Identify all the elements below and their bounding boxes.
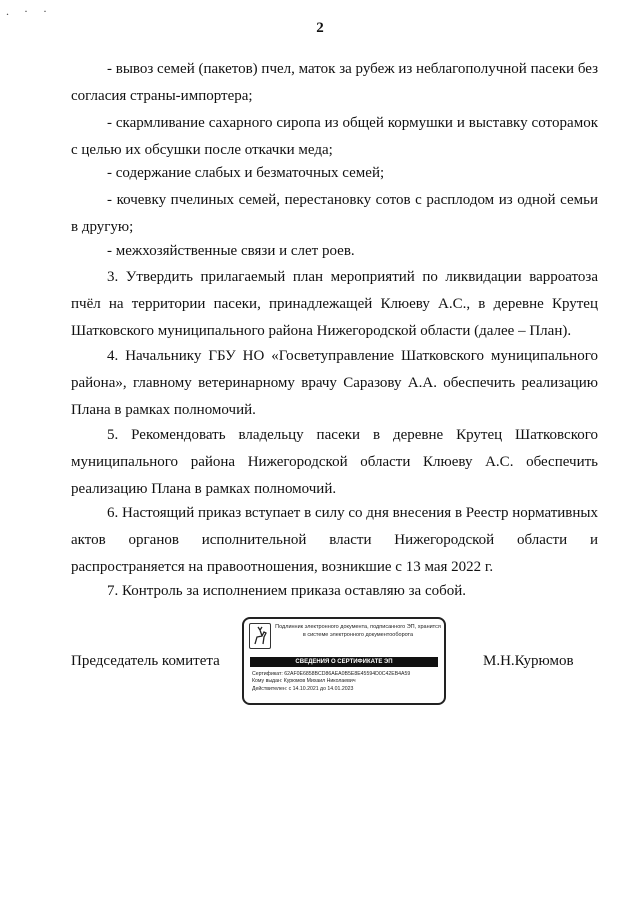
page-number: 2: [316, 20, 324, 36]
paragraph-7: 4. Начальнику ГБУ НО «Госветуправление Шатковского муниципального района», главному ветеринарному врачу Саразову А.А. обеспечить реализацию Плана в рамках полномочий.: [71, 348, 598, 418]
paragraph-9: 6. Настоящий приказ вступает в силу со дня внесения в Реестр нормативных актов органов исполнительной власти Нижегородской области и распространяется на правоотношения, возникшие с 13 мая 2022 г.: [71, 505, 598, 575]
signatory-position: Председатель комитета: [71, 653, 220, 669]
paragraph-3: - содержание слабых и безматочных семей;: [107, 165, 385, 181]
certificate-validity: Действителен: с 14.10.2021 до 14.01.2023: [252, 685, 354, 692]
paragraph-1: - вывоз семей (пакетов) пчел, маток за рубеж из неблагополучной пасеки без согласия страны-импортера;: [71, 61, 599, 104]
stamp-header: СВЕДЕНИЯ О СЕРТИФИКАТЕ ЭП: [250, 657, 438, 667]
paragraph-4: - кочевку пчелиных семей, перестановку сотов с расплодом из одной семьи в другую;: [71, 192, 598, 235]
signatory-name: М.Н.Курюмов: [483, 653, 574, 669]
stamp-note: Подлинник электронного документа, подписанного ЭП, хранится в системе электронного документооборота: [275, 624, 441, 638]
certificate-details: [252, 671, 442, 693]
e-signature-stamp: [242, 617, 446, 705]
certificate-number: Сертификат: 62AF0E6858BCD86AEA0B5E8E45594D0C42EB4A59: [252, 671, 411, 677]
certificate-owner: Кому выдан: Курюмов Михаил Николаевич: [252, 678, 356, 685]
paragraph-5: - межхозяйственные связи и слет роев.: [107, 243, 355, 259]
deer-emblem-icon: [249, 623, 271, 649]
paragraph-2: - скармливание сахарного сиропа из общей кормушки и выставку сотoрамок с целью их обсушки после откачки меда;: [71, 115, 598, 158]
paragraph-6: 3. Утвердить прилагаемый план мероприятий по ликвидации варроатоза пчёл на территории пасеки, принадлежащей Клюеву А.С., в деревне Крутец Шатковского муниципального района Нижегородской области (далее – План).: [71, 269, 598, 339]
scan-marks: . · ·: [6, 4, 53, 18]
paragraph-8: 5. Рекомендовать владельцу пасеки в деревне Крутец Шатковского муниципального района Нижегородской области Клюеву А.С. обеспечить реализацию Плана в рамках полномочий.: [71, 427, 598, 497]
paragraph-10: 7. Контроль за исполнением приказа оставляю за собой.: [107, 583, 467, 599]
